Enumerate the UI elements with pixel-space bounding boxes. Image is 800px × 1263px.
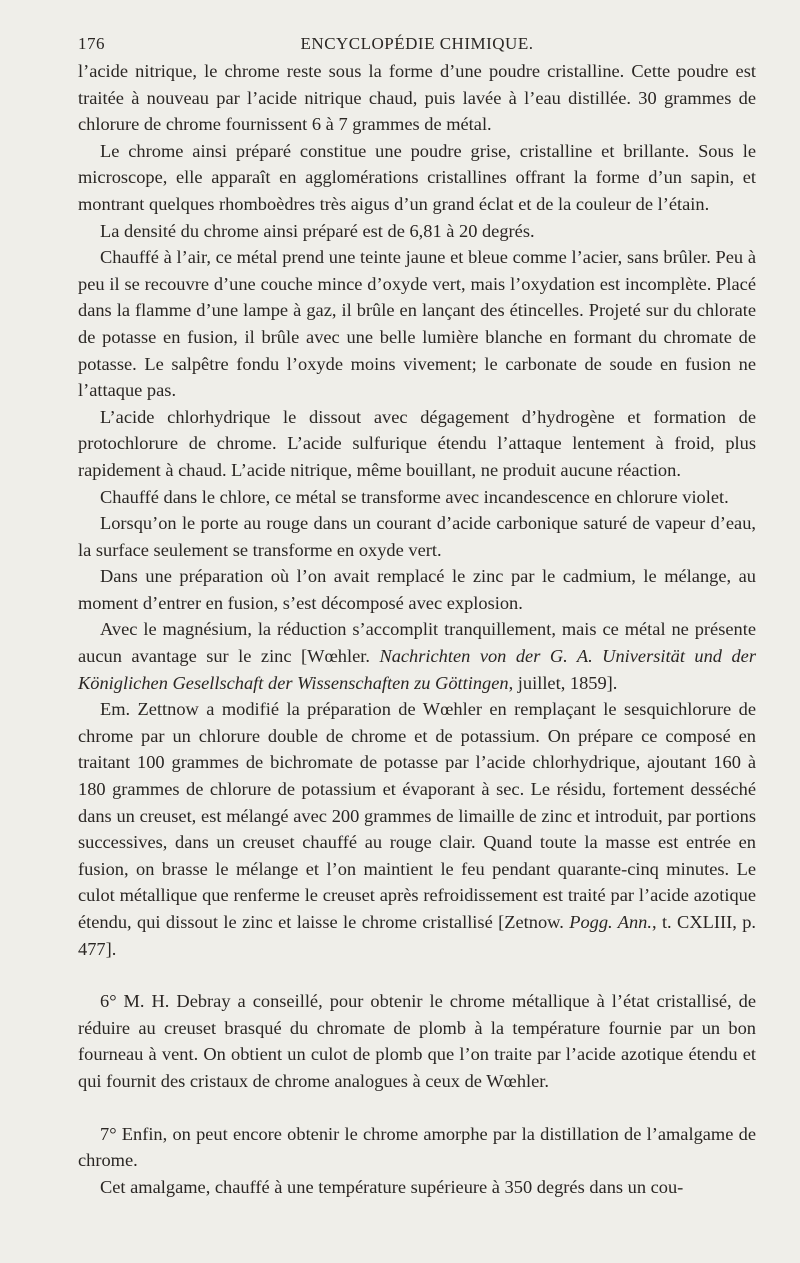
text-run: , juillet, 1859]. bbox=[508, 672, 618, 693]
text-run: , t. CXLIII, p. 477]. bbox=[78, 912, 756, 959]
citation-title: Nachrichten von der G. A. Universität und der Königlichen Gesellschaft der Wissenschaften zu Göttingen bbox=[78, 646, 756, 693]
paragraph: Chauffé dans le chlore, ce métal se transforme avec incandescence en chlorure violet. bbox=[100, 486, 729, 507]
paragraph: Le chrome ainsi préparé constitue une poudre grise, cristalline et brillante. Sous le microscope, elle apparaît en agglomérations cristallines offrant la forme d’un sapin, et montrant quelques rhomboèdres très aigus d’un grand éclat et de la couleur de l’étain. bbox=[78, 140, 756, 214]
paragraph: l’acide nitrique, le chrome reste sous la forme d’une poudre cristalline. Cette poudre est traitée à nouveau par l’acide nitrique chaud, puis lavée à l’eau distillée. 30 grammes de chlorure de chrome fournissent 6 à 7 grammes de métal. bbox=[78, 61, 756, 135]
text-run: Em. Zettnow a modifié la préparation de Wœhler en remplaçant le sesquichlorure de chrome par un chlorure double de chrome et de potassium. On prépare ce composé en traitant 100 grammes de bichromate de potasse par l’acide chlorhydrique, ajoutant 160 à 180 grammes de chlorure de potassium et évaporant à sec. Le résidu, fortement desséché dans un creuset, est mélangé avec 200 grammes de limaille de zinc et introduit, par portions successives, dans un creuset chauffé au rouge clair. Quand toute la masse est entrée en fusion, on brasse le mélange et l’on maintient le feu pendant quarante-cinq minutes. Le culot métallique que renferme le creuset après refroidissement est traité par l’acide azotique étendu, qui dissout le zinc et laisse le chrome cristallisé [Zetnow. bbox=[78, 699, 756, 932]
section-gap bbox=[78, 1095, 756, 1121]
citation-title: Pogg. Ann. bbox=[569, 912, 652, 932]
paragraph: Dans une préparation où l’on avait remplacé le zinc par le cadmium, le mélange, au moment d’entrer en fusion, s’est décomposé avec explosion. bbox=[78, 566, 756, 613]
paragraph: L’acide chlorhydrique le dissout avec dégagement d’hydrogène et formation de protochlorure de chrome. L’acide sulfurique étendu l’attaque lentement à froid, plus rapidement à chaud. L’acide nitrique, même bouillant, ne produit aucune réaction. bbox=[78, 406, 756, 480]
paragraph: Lorsqu’on le porte au rouge dans un courant d’acide carbonique saturé de vapeur d’eau, la surface seulement se transforme en oxyde vert. bbox=[78, 513, 756, 560]
paragraph: Chauffé à l’air, ce métal prend une teinte jaune et bleue comme l’acier, sans brûler. Peu à peu il se recouvre d’une couche mince d’oxyde vert, mais l’oxydation est incomplète. Placé dans la flamme d’une lampe à gaz, il brûle en lançant des étincelles. Projeté sur du chlorate de potasse en fusion, il brûle avec une belle lumière blanche en formant du chromate de potasse. Le salpêtre fondu l’oxyde moins vivement; le carbonate de soude en fusion ne l’attaque pas. bbox=[78, 247, 756, 401]
section-gap bbox=[78, 962, 756, 988]
paragraph-enfin: 7° Enfin, on peut encore obtenir le chrome amorphe par la distillation de l’amalgame de chrome. bbox=[78, 1123, 756, 1171]
running-title: ENCYCLOPÉDIE CHIMIQUE. bbox=[300, 34, 534, 53]
paragraph-debray: 6° M. H. Debray a conseillé, pour obtenir le chrome métallique à l’état cristallisé, de réduire au creuset brasqué du chromate de plomb à la température fournie par un bon fourneau à vent. On obtient un culot de plomb que l’on traite par l’acide azotique étendu et qui fournit des cristaux de chrome analogues à ceux de Wœhler. bbox=[78, 991, 756, 1091]
paragraph-zettnow bbox=[78, 696, 756, 962]
page-header bbox=[78, 30, 756, 58]
page-number: 176 bbox=[78, 34, 105, 53]
paragraph: La densité du chrome ainsi préparé est de 6,81 à 20 degrés. bbox=[100, 220, 535, 241]
body-text bbox=[78, 58, 756, 1200]
paragraph-wohler bbox=[78, 616, 756, 696]
text-run: Avec le magnésium, la réduction s’accomplit tranquillement, mais ce métal ne présente aucun avantage sur le zinc [Wœhler. bbox=[78, 619, 756, 667]
paragraph: Cet amalgame, chauffé à une température supérieure à 350 degrés dans un cou- bbox=[100, 1176, 684, 1197]
